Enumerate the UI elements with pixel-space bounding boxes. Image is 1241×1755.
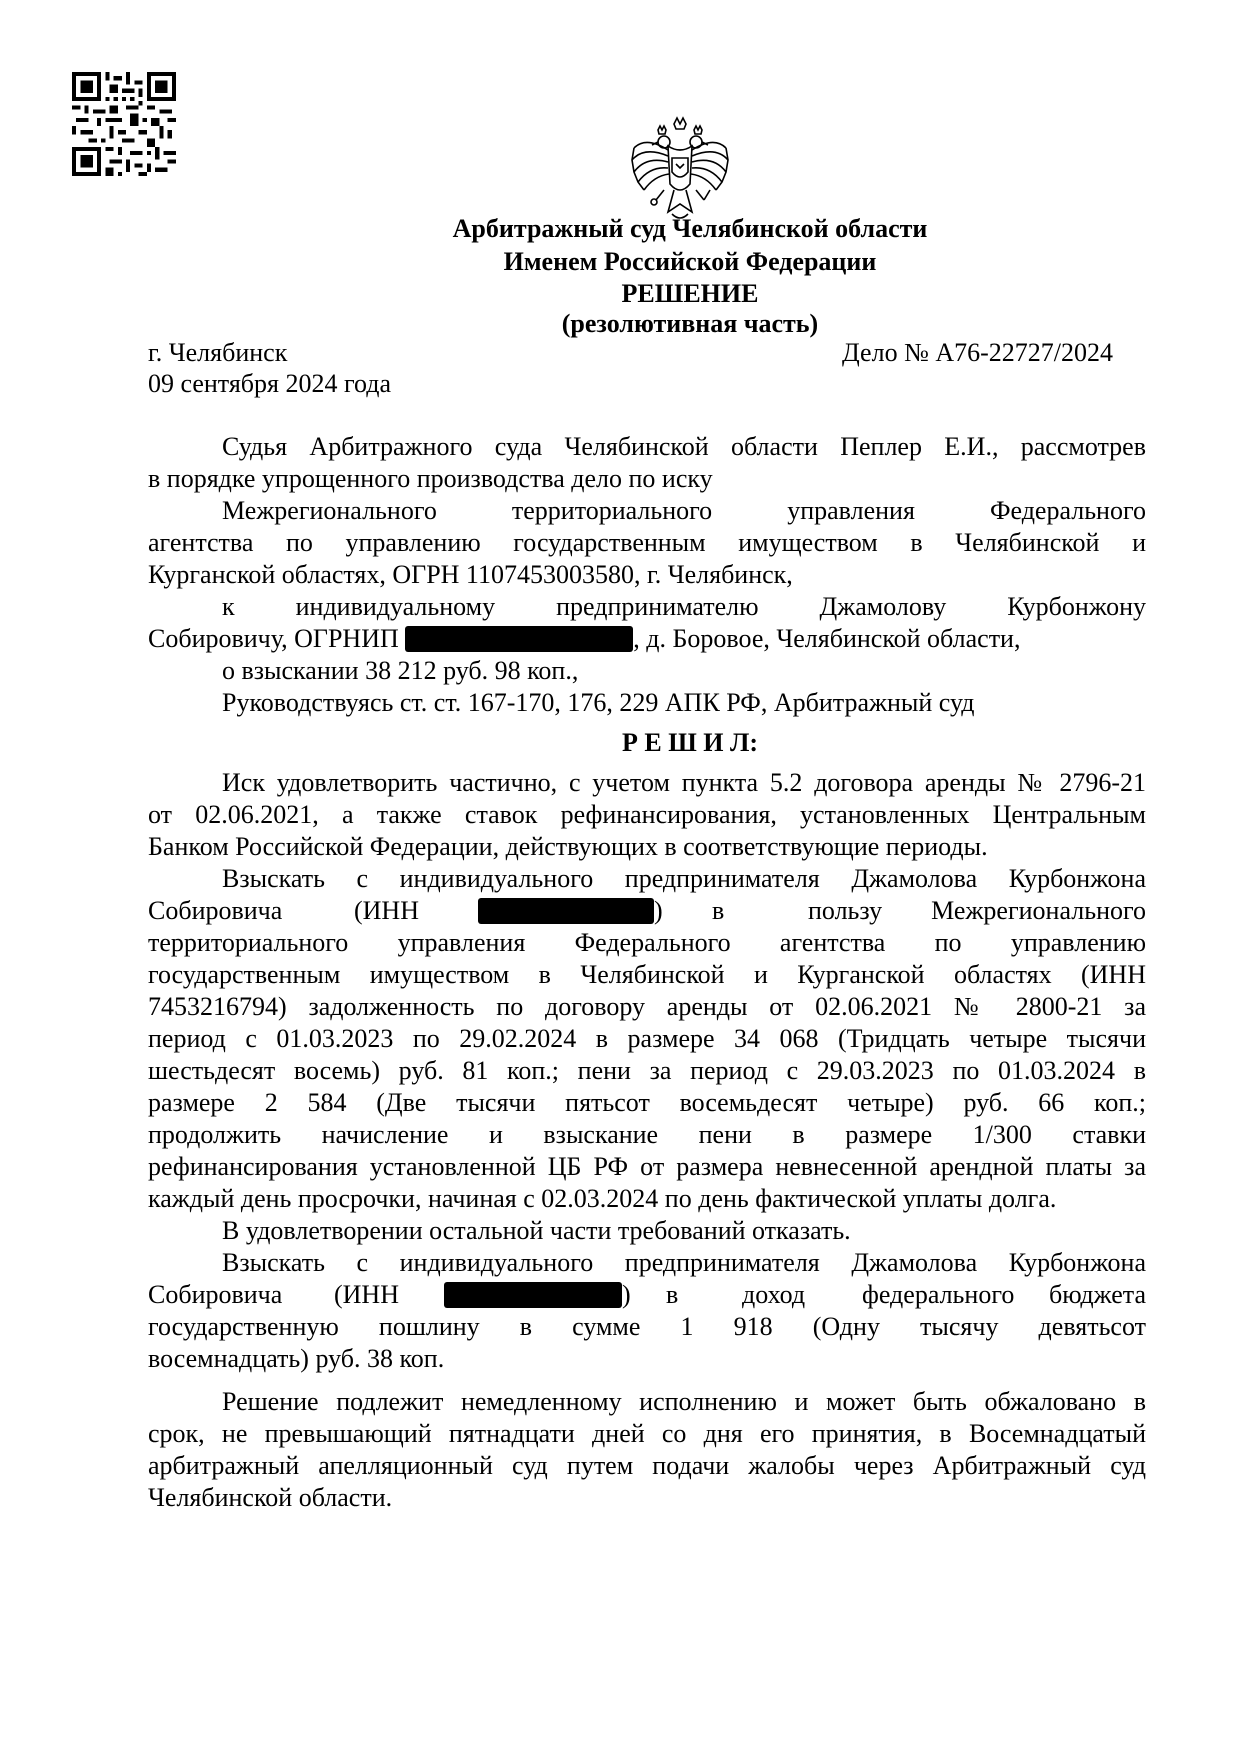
intro-line-2: в порядке упрощенного производства дело по иску <box>148 464 713 493</box>
in-the-name-heading: Именем Российской Федерации <box>503 247 877 276</box>
p2-inn-close: ) <box>654 896 663 925</box>
qr-code-icon <box>72 72 176 176</box>
p1-line-3: Банком Российской Федерации, действующих в соответствующие периоды. <box>148 832 988 861</box>
case-number: Дело № А76-22727/2024 <box>842 338 1114 367</box>
p2-line-5: 7453216794) задолженность по договору аренды от 02.06.2021 № 2800-21 за <box>148 992 1146 1021</box>
decision-date: 09 сентября 2024 года <box>148 369 392 398</box>
p2-favor-word: пользу <box>808 896 883 925</box>
p5-line-3: арбитражный апелляционный суд путем подачи жалобы через Арбитражный суд <box>148 1451 1146 1480</box>
p2-inn-label: (ИНН <box>354 896 419 925</box>
p4-line-3: государственную пошлину в сумме 1 918 (Одну тысячу девятьсот <box>148 1312 1146 1341</box>
redacted-inn-2 <box>444 1282 622 1308</box>
p4-in-word: в <box>666 1280 679 1309</box>
p2-line-9: продолжить начисление и взыскание пени в размере 1/300 ставки <box>148 1120 1146 1149</box>
p3-line-1: В удовлетворении остальной части требований отказать. <box>222 1216 851 1245</box>
p2-line-4: государственным имуществом в Челябинской и Курганской областях (ИНН <box>148 960 1146 989</box>
p2-line-11: каждый день просрочки, начиная с 02.03.2024 по день фактической уплаты долга. <box>148 1184 1057 1213</box>
intro-line-3: Межрегионального территориального управления Федерального <box>222 496 1146 525</box>
p1-line-1: Иск удовлетворить частично, с учетом пункта 5.2 договора аренды № 2796-21 <box>222 768 1146 797</box>
redacted-ogrnip <box>405 626 633 652</box>
p5-line-2: срок, не превышающий пятнадцати дней со дня его принятия, в Восемнадцатый <box>148 1419 1146 1448</box>
p4-line-1: Взыскать с индивидуального предпринимателя Джамолова Курбонжона <box>222 1248 1146 1277</box>
p5-line-4: Челябинской области. <box>148 1483 393 1512</box>
p2-debtor-name: Собировича <box>148 896 283 925</box>
p2-line-10: рефинансирования установленной ЦБ РФ от размера невнесенной арендной платы за <box>148 1152 1146 1181</box>
p2-in-word: в <box>712 896 725 925</box>
p4-line-4: восемнадцать) руб. 38 коп. <box>148 1344 445 1373</box>
p2-line-8: размере 2 584 (Две тысячи пятьсот восемьдесят четыре) руб. 66 коп.; <box>148 1088 1146 1117</box>
p2-line-1: Взыскать с индивидуального предпринимателя Джамолова Курбонжона <box>222 864 1146 893</box>
intro-line-7 <box>148 622 1020 655</box>
intro-line-5: Курганской областях, ОГРН 1107453003580, г. Челябинск, <box>148 560 793 589</box>
p4-income-word: доход <box>742 1280 806 1309</box>
redacted-inn <box>478 898 654 924</box>
ogrnip-label: Собировичу, ОГРНИП <box>148 624 399 653</box>
intro-line-6: к индивидуальному предпринимателю Джамолову Курбонжону <box>222 592 1146 621</box>
intro-line-8: о взыскании 38 212 руб. 98 коп., <box>222 656 579 685</box>
document-subtype-heading: (резолютивная часть) <box>561 309 819 338</box>
p2-creditor-word: Межрегионального <box>931 896 1146 925</box>
court-name: Арбитражный суд Челябинской области <box>452 214 928 243</box>
document-type-heading: РЕШЕНИЕ <box>621 279 759 308</box>
intro-line-4: агентства по управлению государственным имуществом в Челябинской и <box>148 528 1146 557</box>
decided-heading: Р Е Ш И Л: <box>621 728 759 757</box>
city: г. Челябинск <box>148 338 288 367</box>
p2-line-3: территориального управления Федерального агентства по управлению <box>148 928 1146 957</box>
p4-inn-label: (ИНН <box>334 1280 399 1309</box>
p2-line-7: шестьдесят восемь) руб. 81 коп.; пени за период с 29.03.2023 по 01.03.2024 в <box>148 1056 1146 1085</box>
p4-federal-word: федерального <box>862 1280 1015 1309</box>
p1-line-2: от 02.06.2021, а также ставок рефинансирования, установленных Центральным <box>148 800 1146 829</box>
intro-line-1: Судья Арбитражного суда Челябинской области Пеплер Е.И., рассмотрев <box>222 432 1146 461</box>
p4-budget-word: бюджета <box>1049 1280 1146 1309</box>
p2-line-6: период с 01.03.2023 по 29.02.2024 в размере 34 068 (Тридцать четыре тысячи <box>148 1024 1146 1053</box>
p5-line-1: Решение подлежит немедленному исполнению и может быть обжаловано в <box>222 1387 1146 1416</box>
p4-inn-close: ) <box>622 1280 631 1309</box>
intro-line-9: Руководствуясь ст. ст. 167-170, 176, 229 АПК РФ, Арбитражный суд <box>222 688 975 717</box>
address-text: , д. Боровое, Челябинской области, <box>633 624 1021 653</box>
p4-debtor-name: Собировича <box>148 1280 283 1309</box>
